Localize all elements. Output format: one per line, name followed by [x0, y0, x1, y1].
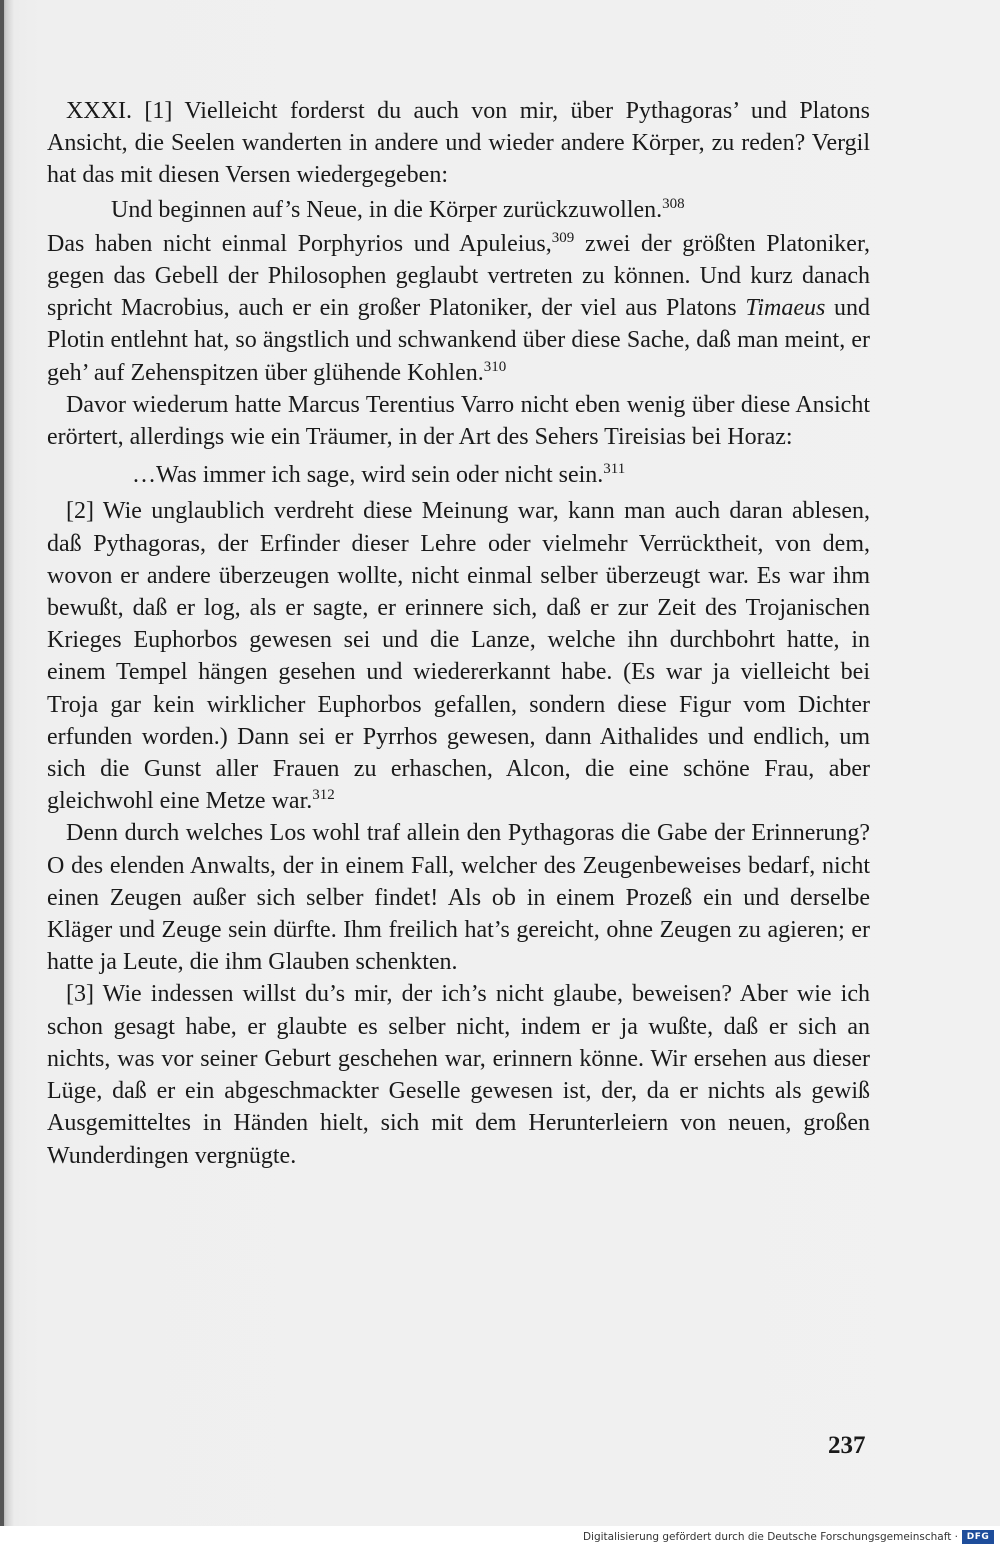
paragraph-text: Davor wiederum hatte Marcus Terentius Varro nicht eben wenig über diese Ansicht erörtert, allerdings wie ein Träumer, in der Art des Sehers Tireisias bei Horaz: [47, 391, 870, 451]
body-text [47, 95, 870, 1172]
footnote-ref-308: 308 [662, 195, 685, 212]
dfg-logo: DFG [962, 1530, 994, 1544]
footnote-ref-311: 311 [603, 461, 626, 478]
paragraph-6 [47, 978, 870, 1171]
verse-text: …Was immer ich sage, wird sein oder nicht sein. [132, 462, 604, 489]
italic-title: Timaeus [745, 295, 826, 322]
book-spine-shadow [0, 0, 4, 1549]
paragraph-5 [47, 817, 870, 978]
paragraph-2 [47, 228, 870, 389]
paragraph-1 [47, 95, 870, 192]
paragraph-4 [47, 495, 870, 817]
paragraph-3 [47, 389, 870, 453]
paragraph-text: Das haben nicht einmal Porphyrios und Apuleius, [47, 230, 552, 257]
verse-quote-1 [47, 194, 870, 226]
footnote-ref-312: 312 [312, 787, 335, 804]
paragraph-text: [2] Wie unglaublich verdreht diese Meinung war, kann man auch daran ablesen, daß Pythagoras, der Erfinder dieser Lehre oder vielmehr Verrücktheit, von dem, wovon er andere überzeugen wollte, nicht einmal selber überzeugt war. Es war ihm bewußt, daß er log, als er sagte, er erinnere sich, daß er zur Zeit des Trojanischen Krieges Euphorbos gewesen sei und die Lanze, welche ihn durchbohrt hatte, in einem Tempel hängen gesehen und wiedererkannt habe. (Es war ja vielleicht bei Troja gar kein wirklicher Euphorbos gefallen, sondern diese Figur vom Dichter erfunden worden.) Dann sei er Pyrrhos gewesen, dann Aithalides und endlich, um sich die Gunst aller Frauen zu erhaschen, Alcon, die eine schöne Frau, aber gleichwohl eine Metze war. [47, 498, 870, 815]
paragraph-text: zwei der größten Platoniker, gegen das Gebell der Philosophen geglaubt vertreten zu können. Und kurz danach spricht Macrobius, auch er ein großer Platoniker, der viel aus Platons [47, 230, 870, 322]
paragraph-text: und Plotin entlehnt hat, so ängstlich und schwankend über diese Sache, daß man meint, er geh’ auf Zehenspitzen über glühende Kohlen. [47, 295, 871, 386]
funding-credit: Digitalisierung gefördert durch die Deutsche Forschungsgemeinschaft · [582, 1531, 958, 1543]
paragraph-text: [3] Wie indessen willst du’s mir, der ich’s nicht glaube, beweisen? Aber wie ich schon gesagt habe, er glaubte es selber nicht, indem er ja wußte, daß er sich an nichts, was vor seiner Geburt geschehen war, erinnern könne. Wir ersehen aus dieser Lüge, daß er ein abgeschmackter Geselle gewesen ist, der, da er nichts als gewiß Ausgemitteltes in Händen hielt, sich mit dem Herunterleiern von neuen, großen Wunderdingen vergnügte. [47, 981, 870, 1169]
verse-quote-2 [47, 459, 870, 491]
paragraph-text: Denn durch welches Los wohl traf allein den Pythagoras die Gabe der Erinnerung? O des elenden Anwalts, der in einem Fall, welcher des Zeugenbeweises bedarf, nicht einen Zeugen außer sich selber findet! Als ob in einem Prozeß ein und derselbe Kläger und Zeuge sein dürfte. Ihm freilich hat’s gereicht, ohne Zeugen zu agieren; er hatte ja Leute, die ihm Glauben schenkten. [47, 820, 870, 976]
verse-text: Und beginnen auf’s Neue, in die Körper zurückzuwollen. [111, 196, 663, 223]
footnote-ref-310: 310 [483, 358, 507, 375]
page-number: 237 [828, 1432, 866, 1459]
paragraph-text: XXXI. [1] Vielleicht forderst du auch von mir, über Pythagoras’ und Platons Ansicht, die Seelen wanderten in andere und wieder andere Körper, zu reden? Vergil hat das mit diesen Versen wiedergegeben: [47, 98, 870, 189]
footnote-ref-309: 309 [551, 229, 575, 246]
